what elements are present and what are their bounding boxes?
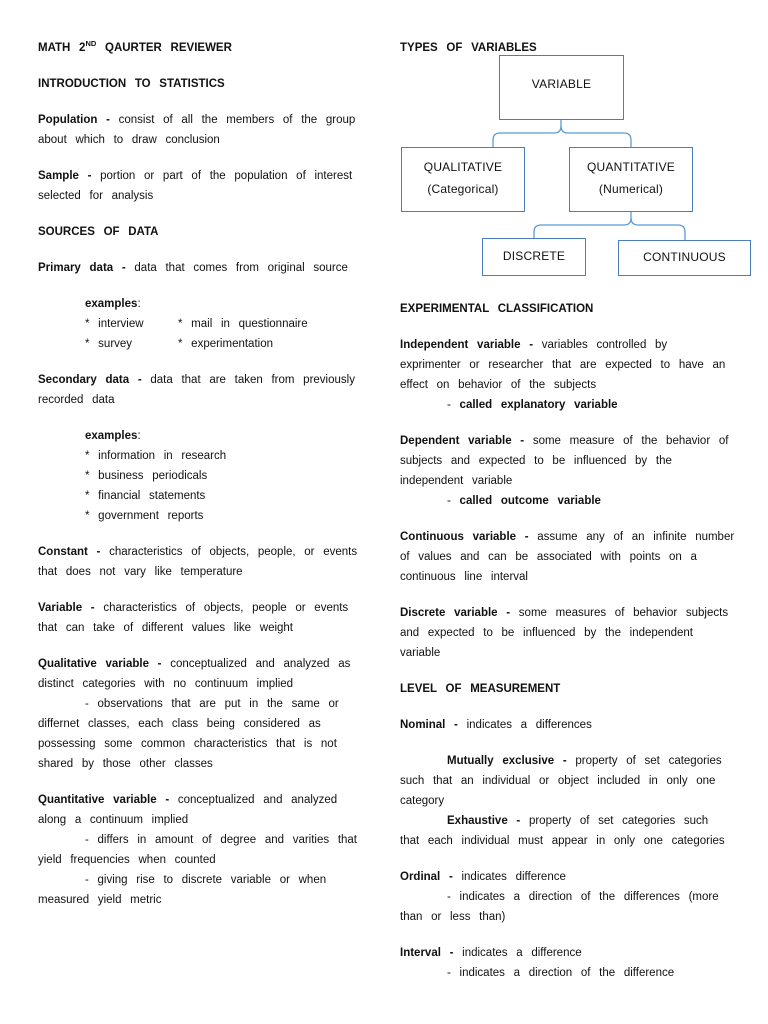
population-line-2: about which to draw conclusion	[38, 134, 220, 146]
types-heading: TYPES OF VARIABLES	[400, 42, 537, 54]
sources-heading: SOURCES OF DATA	[38, 226, 159, 238]
qualitative-note-line-3: possessing some common characteristics that is not	[38, 738, 337, 750]
ordinal-line-2: - indicates a direction of the differences (more	[447, 891, 719, 903]
exhaustive-line-1	[400, 811, 735, 831]
discrete-line-2: and expected to be influenced by the independent	[400, 627, 693, 639]
discrete-box-label: DISCRETE	[502, 249, 566, 263]
secondary-term: Secondary data -	[38, 374, 142, 386]
ordinal-term: Ordinal -	[400, 871, 453, 883]
continuous-variable-definition	[400, 527, 735, 587]
example-item: * survey	[85, 338, 133, 350]
primary-examples-row-1	[38, 314, 373, 334]
interval-line-1	[400, 943, 735, 963]
measurement-section-heading	[400, 679, 735, 699]
variable-box-label: VARIABLE	[531, 77, 592, 91]
dependent-note-dash: -	[447, 495, 451, 507]
quantitative-note-line-1: - differs in amount of degree and varities that	[85, 834, 358, 846]
quantitative-term: Quantitative variable -	[38, 794, 170, 806]
independent-term: Independent variable -	[400, 339, 534, 351]
secondary-line-1	[38, 370, 373, 390]
variable-box	[499, 55, 624, 120]
constant-line-2: that does not vary like temperature	[38, 566, 243, 578]
discrete-line-3: variable	[400, 647, 441, 659]
sample-term: Sample -	[38, 170, 92, 182]
example-item: * business periodicals	[85, 470, 208, 482]
independent-line-3: effect on behavior of the subjects	[400, 379, 597, 391]
qualitative-variable-definition	[38, 654, 373, 774]
mutually-exclusive-line-3: category	[400, 795, 445, 807]
primary-examples	[38, 294, 373, 354]
secondary-examples-label-line	[38, 426, 373, 446]
primary-examples-colon: :	[137, 298, 141, 310]
example-item: * mail in questionnaire	[178, 318, 308, 330]
ordinal-line-1	[400, 867, 735, 887]
independent-text: variables controlled by	[541, 339, 668, 351]
exhaustive-line-2: that each individual must appear in only one categories	[400, 835, 725, 847]
dependent-line-1	[400, 431, 735, 451]
nominal-properties	[400, 751, 735, 851]
example-item: * information in research	[85, 450, 227, 462]
ordinal-line-3: than or less than)	[400, 911, 506, 923]
independent-line-1	[400, 335, 735, 355]
constant-line-1	[38, 542, 373, 562]
constant-term: Constant -	[38, 546, 101, 558]
right-column	[400, 299, 735, 999]
interval-line-2: - indicates a direction of the difference	[447, 967, 675, 979]
qualitative-line-1	[38, 654, 373, 674]
secondary-line-2: recorded data	[38, 394, 115, 406]
continuous-box	[618, 240, 751, 276]
variable-text: characteristics of objects, people or events	[103, 602, 349, 614]
independent-note-dash: -	[447, 399, 451, 411]
discrete-variable-definition	[400, 603, 735, 663]
connector-variable-to-quantitative	[561, 126, 631, 147]
intro-heading: INTRODUCTION TO STATISTICS	[38, 78, 225, 90]
qualitative-box-label: QUALITATIVE	[423, 160, 503, 174]
continuous-term: Continuous variable -	[400, 531, 529, 543]
variable-term: Variable -	[38, 602, 95, 614]
title-superscript: ND	[85, 39, 97, 48]
exhaustive-text: property of set categories such	[528, 815, 709, 827]
continuous-text: assume any of an infinite number	[537, 531, 735, 543]
example-item: * financial statements	[85, 490, 206, 502]
primary-term: Primary data -	[38, 262, 126, 274]
discrete-text: some measures of behavior subjects	[518, 607, 729, 619]
variable-definition	[38, 598, 373, 638]
independent-line-2: exprimenter or researcher that are expected to have an	[400, 359, 726, 371]
primary-examples-row-2	[38, 334, 373, 354]
mutually-exclusive-line-2: such that an individual or object included in only one	[400, 775, 716, 787]
dependent-line-3: independent variable	[400, 475, 513, 487]
secondary-examples-label: examples	[85, 430, 138, 442]
secondary-text: data that are taken from previously	[150, 374, 355, 386]
interval-text: indicates a difference	[462, 947, 582, 959]
nominal-term: Nominal -	[400, 719, 458, 731]
quantitative-text: conceptualized and analyzed	[177, 794, 338, 806]
example-item: * interview	[85, 318, 144, 330]
experimental-section-heading	[400, 299, 735, 319]
exhaustive-term: Exhaustive -	[447, 815, 521, 827]
continuous-line-1	[400, 527, 735, 547]
qualitative-term: Qualitative variable -	[38, 658, 162, 670]
discrete-box	[482, 238, 586, 276]
mutually-exclusive-term: Mutually exclusive -	[447, 755, 567, 767]
mutually-exclusive-text: property of set categories	[575, 755, 722, 767]
continuous-line-2: of values and can be associated with points on a	[400, 551, 697, 563]
constant-definition	[38, 542, 373, 582]
interval-term: Interval -	[400, 947, 454, 959]
mutually-exclusive-line-1	[400, 751, 735, 771]
connector-variable-to-qualitative	[493, 120, 561, 147]
independent-note	[400, 395, 735, 415]
quantitative-line-1	[38, 790, 373, 810]
population-text: consist of all the members of the group	[118, 114, 356, 126]
population-term: Population -	[38, 114, 110, 126]
qualitative-box-alias: (Categorical)	[427, 182, 499, 196]
continuous-box-label: CONTINUOUS	[643, 250, 726, 264]
secondary-data-definition	[38, 370, 373, 410]
dependent-term: Dependent variable -	[400, 435, 525, 447]
quantitative-box	[569, 147, 693, 212]
discrete-line-1	[400, 603, 735, 623]
example-item: * experimentation	[178, 338, 273, 350]
qualitative-line-2: distinct categories with no continuum implied	[38, 678, 294, 690]
qualitative-box	[401, 147, 525, 212]
quantitative-note-line-4: measured yield metric	[38, 894, 162, 906]
connector-quantitative-to-continuous	[631, 218, 685, 240]
discrete-term: Discrete variable -	[400, 607, 511, 619]
independent-variable-definition	[400, 335, 735, 415]
quantitative-line-2: along a continuum implied	[38, 814, 189, 826]
example-item: * government reports	[85, 510, 204, 522]
sample-text: portion or part of the population of interest	[100, 170, 353, 182]
interval-definition	[400, 943, 735, 983]
variable-line-1	[38, 598, 373, 618]
constant-text: characteristics of objects, people, or events	[109, 546, 358, 558]
qualitative-note-line-2: differnet classes, each class being considered as	[38, 718, 321, 730]
title-prefix: MATH 2	[38, 42, 86, 54]
dependent-text: some measure of the behavior of	[532, 435, 729, 447]
quantitative-note-line-3: - giving rise to discrete variable or when	[85, 874, 327, 886]
dependent-line-2: subjects and expected to be influenced by the	[400, 455, 672, 467]
dependent-note-text: called outcome variable	[459, 495, 601, 507]
qualitative-note-line-1: - observations that are put in the same or	[85, 698, 339, 710]
secondary-examples	[38, 426, 373, 526]
variable-line-2: that can take of different values like weight	[38, 622, 294, 634]
primary-examples-label: examples	[85, 298, 138, 310]
quantitative-variable-definition	[38, 790, 373, 910]
measurement-heading: LEVEL OF MEASUREMENT	[400, 683, 561, 695]
connector-quantitative-to-discrete	[534, 212, 631, 238]
qualitative-text: conceptualized and analyzed as	[170, 658, 351, 670]
nominal-line-1	[400, 715, 735, 735]
qualitative-note-line-4: shared by those other classes	[38, 758, 213, 770]
secondary-examples-colon: :	[137, 430, 141, 442]
dependent-variable-definition	[400, 431, 735, 511]
quantitative-box-alias: (Numerical)	[598, 182, 664, 196]
sample-line-2: selected for analysis	[38, 190, 154, 202]
ordinal-text: indicates difference	[461, 871, 566, 883]
nominal-definition	[400, 715, 735, 735]
quantitative-box-label: QUANTITATIVE	[587, 160, 675, 174]
ordinal-definition	[400, 867, 735, 927]
experimental-heading: EXPERIMENTAL CLASSIFICATION	[400, 303, 594, 315]
independent-note-text: called explanatory variable	[459, 399, 618, 411]
continuous-line-3: continuous line interval	[400, 571, 528, 583]
primary-text: data that comes from original source	[134, 262, 348, 274]
title-suffix: QAURTER REVIEWER	[105, 42, 232, 54]
nominal-text: indicates a differences	[466, 719, 592, 731]
dependent-note	[400, 491, 735, 511]
quantitative-note-line-2: yield frequencies when counted	[38, 854, 216, 866]
